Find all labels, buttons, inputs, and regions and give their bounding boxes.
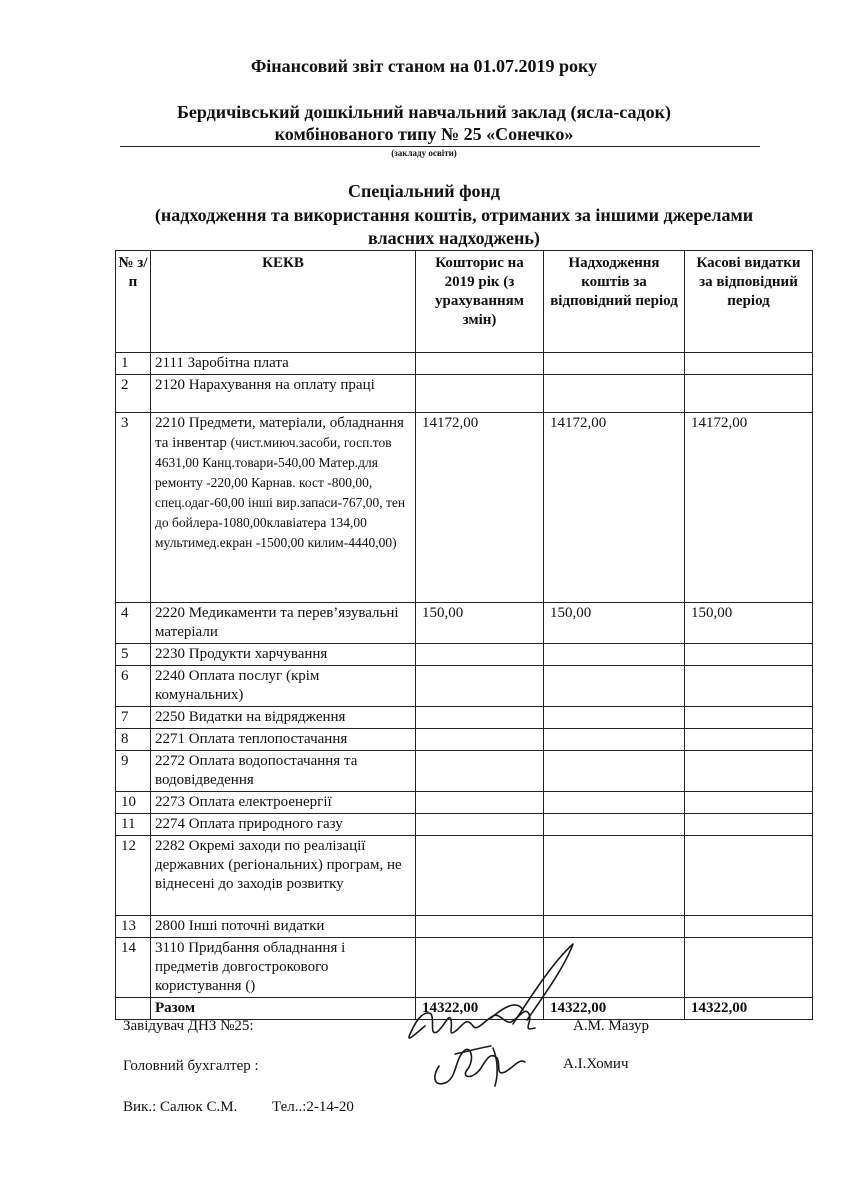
row-income: [544, 814, 685, 836]
row-number: 9: [116, 751, 151, 792]
table-row: [116, 666, 813, 707]
phone: Тел..:2-14-20: [272, 1099, 354, 1115]
total-number: [116, 998, 151, 1020]
row-kekv-detail: (чист.миюч.засоби, госп.тов 4631,00 Канц.товари-540,00 Матер.для ремонту -220,00 Карнав. кост -800,00, спец.одаг-60,00 інші вир.запаси-767,00, тен до бойлера-1080,00клавіатера 134,00 мультимед.екран -1500,00 килим-4440,00): [155, 435, 406, 550]
row-income: [544, 916, 685, 938]
row-kekv: 2210 Предмети, матеріали, обладнання та інвентар: [155, 415, 404, 451]
row-plan: [416, 814, 544, 836]
fund-subtitle-line2: власних надходжень): [368, 228, 540, 248]
row-expense: 150,00: [685, 603, 813, 644]
row-expense: [685, 814, 813, 836]
total-plan: 14322,00: [416, 998, 544, 1020]
row-income: [544, 353, 685, 375]
row-income: 150,00: [544, 603, 685, 644]
row-number: 4: [116, 603, 151, 644]
row-kekv: 2240 Оплата послуг (крім комунальних): [151, 666, 416, 707]
table-row: [116, 836, 813, 916]
row-plan: [416, 836, 544, 916]
total-income: 14322,00: [544, 998, 685, 1020]
row-kekv: 2111 Заробітна плата: [151, 353, 416, 375]
table-row: [116, 792, 813, 814]
table-row: [116, 814, 813, 836]
row-number: 8: [116, 729, 151, 751]
row-income: [544, 836, 685, 916]
col-header-plan: Кошторис на 2019 рік (з урахуванням змін): [416, 251, 544, 353]
row-expense: [685, 707, 813, 729]
table-row: [116, 353, 813, 375]
row-plan: [416, 353, 544, 375]
row-kekv: 2800 Інші поточні видатки: [151, 916, 416, 938]
row-kekv: 2272 Оплата водопостачання та водовідведення: [151, 751, 416, 792]
row-number: 13: [116, 916, 151, 938]
col-header-kekv: КЕКВ: [151, 251, 416, 353]
row-income: [544, 707, 685, 729]
institution-name-line2: комбінованого типу № 25 «Сонечко»: [274, 124, 574, 144]
row-income: [544, 729, 685, 751]
institution-underline: [120, 146, 760, 147]
fund-subtitle-line1: (надходження та використання коштів, отриманих за іншими джерелами: [154, 205, 754, 225]
row-expense: [685, 792, 813, 814]
row-expense: [685, 916, 813, 938]
row-expense: [685, 751, 813, 792]
row-income: [544, 792, 685, 814]
col-header-income: Надходження коштів за відповідний період: [544, 251, 685, 353]
row-plan: 150,00: [416, 603, 544, 644]
row-plan: [416, 792, 544, 814]
head-name: А.М. Мазур: [573, 1018, 650, 1034]
row-income: [544, 644, 685, 666]
row-plan: [416, 751, 544, 792]
row-number: 5: [116, 644, 151, 666]
row-number: 2: [116, 375, 151, 413]
row-number: 14: [116, 938, 151, 998]
table-row: [116, 375, 813, 413]
row-plan: [416, 666, 544, 707]
row-number: 6: [116, 666, 151, 707]
row-income: 14172,00: [544, 413, 685, 603]
row-expense: [685, 938, 813, 998]
col-header-expense: Касові видатки за відповідний період: [685, 251, 813, 353]
total-label: Разом: [151, 998, 416, 1020]
accountant-label: Головний бухгалтер :: [123, 1058, 259, 1074]
handwritten-signatures: [395, 940, 595, 1100]
table-row: [116, 751, 813, 792]
col-header-number: № з/п: [116, 251, 151, 353]
row-kekv: 2230 Продукти харчування: [151, 644, 416, 666]
kekv-table: [115, 250, 813, 1020]
head-label: Завідувач ДНЗ №25:: [123, 1018, 254, 1034]
row-income: [544, 666, 685, 707]
row-income: [544, 375, 685, 413]
fund-title: Спеціальний фонд: [347, 181, 501, 201]
row-expense: [685, 729, 813, 751]
table-row: [116, 707, 813, 729]
row-kekv: 2274 Оплата природного газу: [151, 814, 416, 836]
row-expense: [685, 644, 813, 666]
total-expense: 14322,00: [685, 998, 813, 1020]
table-row: [116, 644, 813, 666]
row-expense: [685, 836, 813, 916]
row-kekv: 2250 Видатки на відрядження: [151, 707, 416, 729]
report-title: Фінансовий звіт станом на 01.07.2019 року: [250, 56, 598, 76]
row-expense: [685, 353, 813, 375]
row-plan: [416, 644, 544, 666]
institution-caption: (закладу освіти): [391, 148, 457, 158]
row-expense: [685, 666, 813, 707]
row-plan: [416, 729, 544, 751]
row-kekv: 2220 Медикаменти та перев’язувальні матеріали: [151, 603, 416, 644]
table-row: [116, 603, 813, 644]
table-row: [116, 916, 813, 938]
row-expense: 14172,00: [685, 413, 813, 603]
row-kekv: 2273 Оплата електроенергії: [151, 792, 416, 814]
row-plan: [416, 707, 544, 729]
institution-name-line1: Бердичівський дошкільний навчальний заклад (ясла-садок): [176, 102, 671, 122]
row-plan: 14172,00: [416, 413, 544, 603]
row-number: 10: [116, 792, 151, 814]
row-kekv: 3110 Придбання обладнання і предметів довгострокового користування (): [151, 938, 416, 998]
row-expense: [685, 375, 813, 413]
table-row: [116, 729, 813, 751]
table-row: [116, 413, 813, 603]
row-kekv: 2120 Нарахування на оплату праці: [151, 375, 416, 413]
row-number: 12: [116, 836, 151, 916]
row-number: 11: [116, 814, 151, 836]
row-income: [544, 751, 685, 792]
row-number: 3: [116, 413, 151, 603]
accountant-name: А.І.Хомич: [563, 1056, 629, 1072]
row-plan: [416, 916, 544, 938]
row-kekv: 2271 Оплата теплопостачання: [151, 729, 416, 751]
row-kekv: 2282 Окремі заходи по реалізації державних (регіональних) програм, не віднесені до заходів розвитку: [151, 836, 416, 916]
row-plan: [416, 375, 544, 413]
row-kekv-cell: [151, 413, 416, 603]
executor: Вик.: Салюк С.М.: [123, 1099, 238, 1115]
row-number: 1: [116, 353, 151, 375]
row-number: 7: [116, 707, 151, 729]
